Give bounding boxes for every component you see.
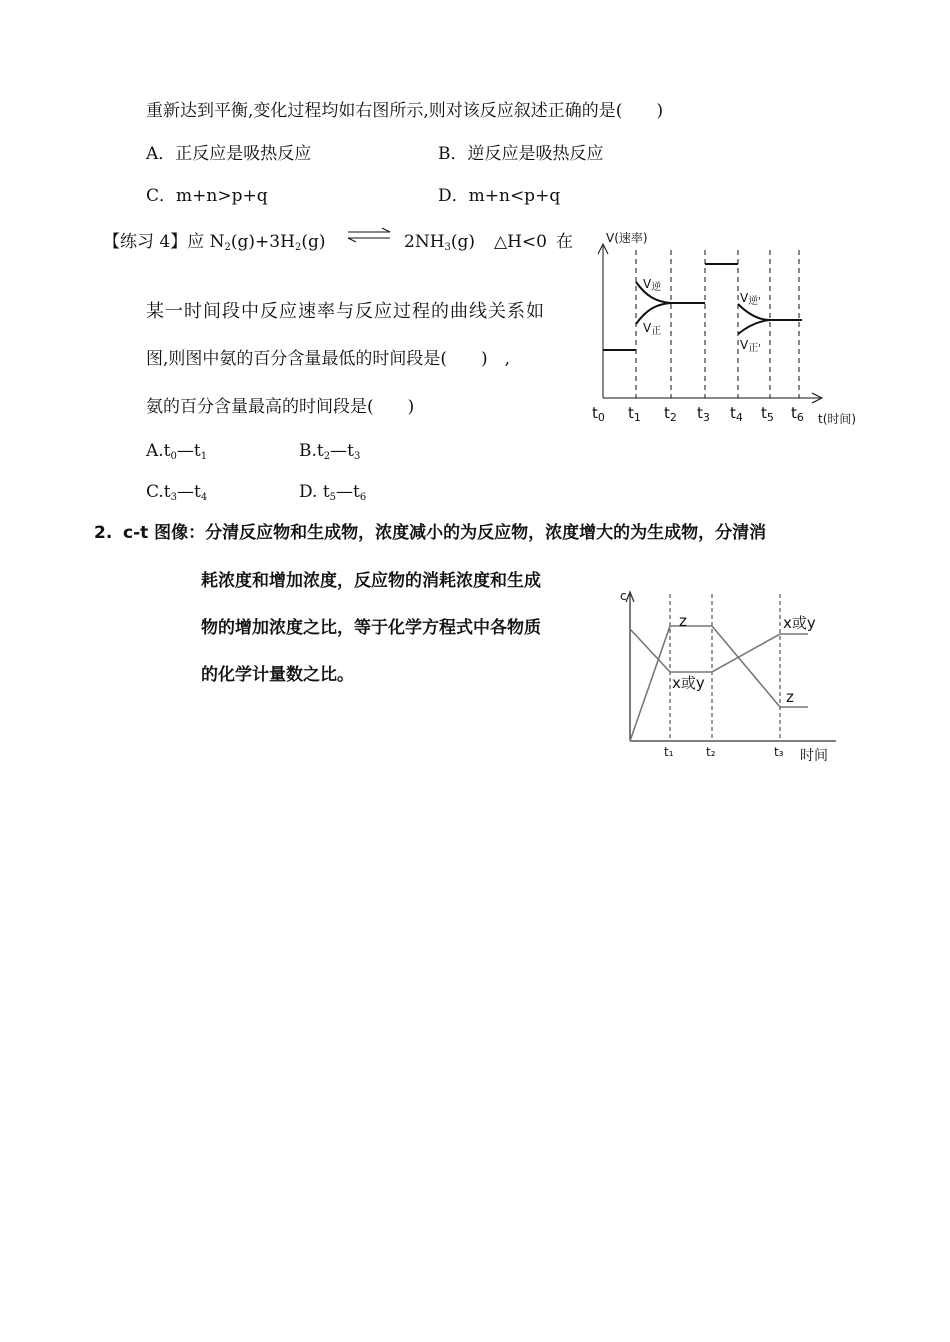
enthalpy-change: △H<0	[494, 232, 547, 252]
section-2-line-2: 耗浓度和增加浓度，反应物的消耗浓度和生成	[201, 571, 541, 591]
section-number: 2.	[94, 523, 113, 543]
option-d: D．m+n<p+q	[438, 186, 561, 206]
v-forward-curve-1	[636, 303, 671, 324]
label-x-or-y-right: x或y	[783, 614, 816, 632]
exercise-option-d: D. $t_5—t_6$	[299, 482, 367, 503]
option-c: C．m+n>p+q	[146, 186, 268, 206]
rate-time-graph	[588, 228, 880, 432]
section-2-line-3: 物的增加浓度之比，等于化学方程式中各物质	[201, 618, 541, 638]
concentration-time-graph	[618, 584, 866, 768]
exercise-tag: 【练习 4】	[103, 232, 188, 252]
x-axis-label: 时间	[800, 748, 828, 764]
label-x-or-y-mid: x或y	[672, 674, 705, 692]
tick-t0: $t_0$	[592, 404, 605, 424]
tick-t1: $t_1$	[628, 404, 641, 424]
tick-t5: $t_5$	[761, 404, 774, 424]
tick-t2: $t_2$	[664, 404, 677, 424]
question-stem-tail: 重新达到平衡,变化过程均如右图所示,则对该反应叙述正确的是( )	[146, 101, 664, 121]
exercise-option-c: $C.t_3—t_4$	[146, 482, 208, 503]
tick-t6: $t_6$	[791, 404, 804, 424]
tick-t3: t₃	[774, 745, 784, 759]
tick-t3: $t_3$	[697, 404, 710, 424]
equation-product: $2NH_3(g)$	[404, 232, 476, 253]
label-z-right: z	[786, 688, 794, 706]
equation-tail: 在	[556, 232, 573, 252]
exercise-option-b: $B.t_2—t_3$	[299, 441, 361, 462]
section-2-line-1: c-t 图像：分清反应物和生成物，浓度减小的为反应物，浓度增大的为生成物，分清消	[123, 523, 767, 543]
equation-prefix: 应 N	[187, 232, 225, 252]
section-2-line-4: 的化学计量数之比。	[201, 665, 354, 685]
tick-t4: $t_4$	[730, 404, 743, 424]
tick-t2: t₂	[706, 745, 716, 759]
v-forward-curve-2	[738, 320, 770, 334]
v-forward-prime-label: V正'	[740, 338, 761, 354]
label-z-top: z	[679, 612, 687, 630]
option-b: B．逆反应是吸热反应	[438, 144, 604, 164]
v-reverse-prime-label: V逆'	[740, 291, 761, 307]
y-axis-label: V(速率)	[606, 231, 648, 245]
option-a: A．正反应是吸热反应	[146, 144, 312, 164]
tick-t1: t₁	[664, 745, 674, 759]
x-axis-label: t(时间)	[818, 412, 857, 426]
curve-z	[630, 626, 808, 741]
exercise-4-equation: 【练习 4】应 $N_2(g)+3H_2(g)$	[103, 232, 326, 253]
y-axis-label: c	[620, 589, 627, 603]
exercise-4-line-2: 某一时间段中反应速率与反应过程的曲线关系如	[146, 301, 545, 322]
v-forward-label: V正	[643, 321, 662, 337]
exercise-option-a: $A.t_0—t_1$	[146, 441, 208, 462]
exercise-4-line-4: 氨的百分含量最高的时间段是( )	[146, 397, 415, 417]
equilibrium-arrow-icon	[346, 227, 392, 243]
exercise-4-line-3: 图,则图中氨的百分含量最低的时间段是( ) ,	[146, 349, 511, 369]
v-reverse-label: V逆	[643, 277, 662, 293]
